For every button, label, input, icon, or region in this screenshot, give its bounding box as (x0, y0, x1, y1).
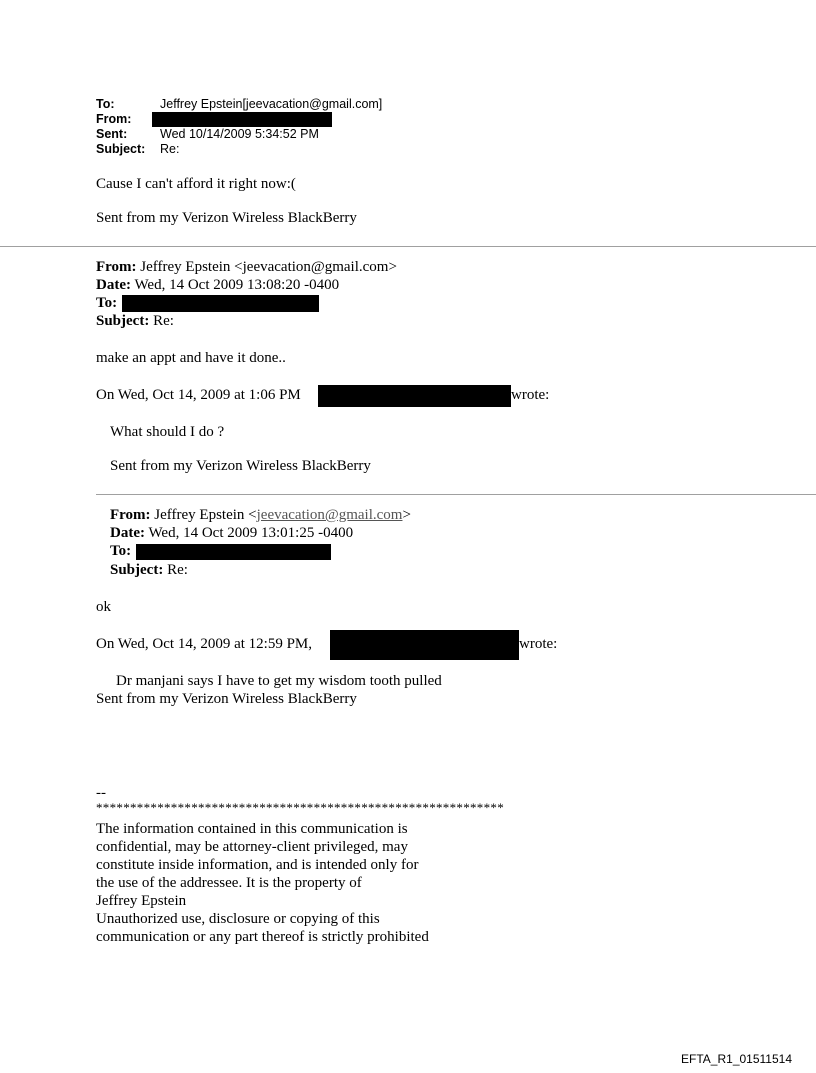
to-label: To: (110, 543, 132, 559)
message1-body: Cause I can't afford it right now:( (96, 176, 296, 192)
disclaimer-line: Jeffrey Epstein (96, 893, 187, 909)
message2-to-line (96, 294, 117, 312)
sent-label: Sent: (96, 127, 128, 141)
disclaimer-line: The information contained in this communication is (96, 821, 408, 837)
message2-subject-line (96, 312, 174, 330)
disclaimer-line: confidential, may be attorney-client privileged, may (96, 839, 408, 855)
message2-quote-wrote: wrote: (511, 387, 550, 403)
message3-quoted-body: Dr manjani says I have to get my wisdom tooth pulled (116, 673, 442, 689)
to-label: To: (96, 295, 118, 311)
disclaimer-line: communication or any part thereof is strictly prohibited (96, 929, 429, 945)
from-prefix: Jeffrey Epstein < (154, 507, 257, 523)
message2-body: make an appt and have it done.. (96, 350, 286, 366)
message2-from-line (96, 258, 397, 276)
disclaimer-dashes: -- (96, 785, 106, 801)
message1-signature: Sent from my Verizon Wireless BlackBerry (96, 210, 357, 226)
from-value: Jeffrey Epstein <jeevacation@gmail.com> (140, 259, 397, 275)
message3-quote-intro: On Wed, Oct 14, 2009 at 12:59 PM, (96, 636, 313, 652)
message3-quoted-signature: Sent from my Verizon Wireless BlackBerry (96, 691, 357, 707)
subject-label: Subject: (96, 142, 146, 156)
message3-quote-wrote: wrote: (519, 636, 558, 652)
date-label: Date: (110, 525, 145, 541)
redaction-block (330, 630, 519, 660)
subject-value: Re: (160, 142, 180, 156)
redaction-block (136, 544, 331, 560)
message2-quote-intro: On Wed, Oct 14, 2009 at 1:06 PM (96, 387, 301, 403)
message3-date-line (110, 524, 353, 542)
redaction-block (152, 112, 332, 127)
subject-value: Re: (153, 313, 174, 329)
message3-from-line (110, 506, 411, 524)
date-label: Date: (96, 277, 131, 293)
from-suffix: > (402, 507, 411, 523)
disclaimer-stars: ************************************************************ (96, 800, 504, 815)
redaction-block (122, 295, 319, 312)
separator-rule (0, 246, 816, 247)
email-link[interactable]: jeevacation@gmail.com (256, 507, 403, 523)
date-value: Wed, 14 Oct 2009 13:08:20 -0400 (134, 277, 340, 293)
disclaimer-line: constitute inside information, and is intended only for (96, 857, 419, 873)
message2-quoted-body: What should I do ? (110, 424, 225, 440)
redaction-block (318, 385, 511, 407)
subject-value: Re: (167, 562, 188, 578)
disclaimer-line: the use of the addressee. It is the property of (96, 875, 362, 891)
subject-label: Subject: (96, 313, 150, 329)
message2-date-line (96, 276, 339, 294)
separator-rule (96, 494, 816, 495)
to-label: To: (96, 97, 115, 111)
from-label: From: (96, 259, 137, 275)
message3-to-line (110, 542, 131, 560)
from-label: From: (96, 112, 132, 126)
message2-quoted-signature: Sent from my Verizon Wireless BlackBerry (110, 458, 371, 474)
to-value: Jeffrey Epstein[jeevacation@gmail.com] (160, 97, 383, 111)
disclaimer-line: Unauthorized use, disclosure or copying of this (96, 911, 380, 927)
message3-subject-line (110, 561, 188, 579)
from-label: From: (110, 507, 151, 523)
message3-body: ok (96, 599, 111, 615)
subject-label: Subject: (110, 562, 164, 578)
date-value: Wed, 14 Oct 2009 13:01:25 -0400 (148, 525, 354, 541)
sent-value: Wed 10/14/2009 5:34:52 PM (160, 127, 319, 141)
document-id: EFTA_R1_01511514 (681, 1052, 792, 1066)
